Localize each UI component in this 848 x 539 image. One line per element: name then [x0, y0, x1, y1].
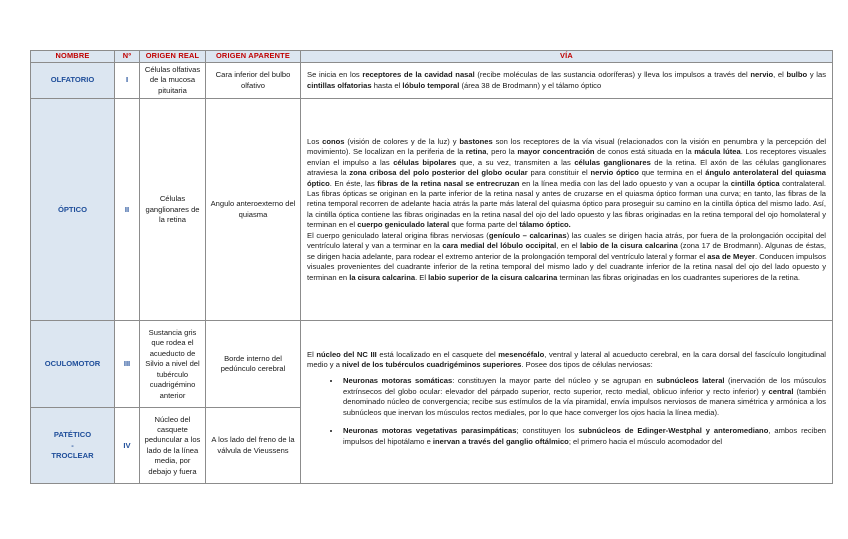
bold-text-run: Neuronas motoras vegetativas parasimpáticas	[343, 426, 517, 436]
text-run: (visión de colores y de la luz) y	[344, 136, 460, 146]
nerve-number: II	[115, 99, 140, 321]
text-run: El	[307, 349, 317, 359]
text-run: Los	[307, 136, 323, 146]
nerve-name-line: -	[71, 440, 74, 450]
origen-aparente-cell: Borde interno del pedúnculo cerebral	[206, 321, 301, 408]
text-run: , el	[773, 70, 787, 80]
via-paragraph	[307, 70, 826, 91]
text-run: de la retina. El axón de las células ganglionares atraviesa la	[307, 157, 827, 178]
bold-text-run: retina	[465, 147, 487, 157]
bold-text-run: mesencéfalo	[498, 349, 545, 359]
bold-text-run: Neuronas motoras somáticas	[343, 376, 453, 386]
text-run: , en el	[556, 241, 580, 251]
text-run: ; el primero hacia el músculo acomodador del	[568, 436, 723, 446]
bold-text-run: zona cribosa del polo posterior del globo ocular	[349, 168, 528, 178]
text-run: . Posee dos tipos de células nerviosas:	[521, 360, 653, 369]
table-row-olfatorio	[31, 63, 833, 99]
text-run: en la línea media con las del lado opuesto y van a ocupar la	[519, 178, 731, 188]
text-run: (zona 17 de Brodmann). Algunas de éstas, se dirigen hacia adelante, para rodear el extremo anterior de la prolongación temporal del ventrículo lateral y formar el	[307, 241, 827, 261]
nerve-name: OCULOMOTOR	[31, 321, 115, 408]
bold-text-run: asa de Meyer	[707, 251, 755, 261]
origen-real-cell: Células olfativas de la mucosa pituitaria	[140, 63, 206, 99]
origen-aparente-cell: Angulo anteroexterno del quiasma	[206, 99, 301, 321]
text-run: , ambos reciben impulsos del hipotálamo e	[343, 426, 827, 446]
bold-text-run: central	[768, 386, 794, 396]
bold-text-run: subnúcleos de Edinger-Westphal y anteromediano	[578, 426, 769, 436]
text-run: contralateral. Las fibras ópticas se originan en la parte inferior de la retina nasal y antes de cruzarse en el quiasma óptico forman una curva; en tanto, las fibras de la retina temporal recorren de adelante hacia atrás la parte más lateral del quiasma óptico para proseguir su camino en la cintilla óptica del mismo lado. Así, la cintilla óptica contiene las fibras originadas en la retina nasal del ojo del lado opuesto y las fibras originadas en la retina temporal del ojo homolateral y terminan en el	[307, 178, 827, 230]
origen-real-cell: Núcleo del casquete peduncular a los lado de la línea media, por debajo y fuera	[140, 408, 206, 484]
bold-text-run: labio de la cisura calcarina	[579, 241, 678, 251]
text-run: de conos está situada en la	[594, 147, 695, 157]
text-run: , ventral y lateral al acueducto cerebral, en la cara dorsal del fascículo longitudinal medio y a	[307, 349, 826, 369]
list-item	[341, 376, 826, 418]
text-run: El cuerpo geniculado lateral origina fibras nerviosas (	[307, 230, 489, 240]
bold-text-run: subnúcleos lateral	[656, 376, 725, 386]
via-paragraph	[307, 231, 826, 283]
bold-text-run: núcleo del NC III	[316, 349, 377, 359]
text-run: Se inicia en los	[307, 70, 363, 80]
bold-text-run: lóbulo temporal	[402, 80, 460, 90]
bold-text-run: mayor concentración	[517, 147, 595, 157]
bold-text-run: cintillas olfatorias	[307, 80, 372, 90]
header-numero: Nº	[115, 51, 140, 63]
table-row-oculomotor	[31, 321, 833, 408]
nerve-name-line: TROCLEAR	[51, 451, 94, 461]
text-run: : constituyen la mayor parte del núcleo y se agrupan en	[452, 376, 657, 386]
header-row	[31, 51, 833, 63]
bold-text-run: nervio	[750, 70, 774, 80]
header-origen-aparente: ORIGEN APARENTE	[206, 51, 301, 63]
text-run: que termina en el	[638, 168, 706, 178]
bold-text-run: cintilla óptica	[730, 178, 780, 188]
nerve-name: ÓPTICO	[31, 99, 115, 321]
text-run: . Los receptores visuales envían el impulso a las	[307, 147, 826, 167]
bold-text-run: genículo – calcarinas	[488, 230, 567, 240]
header-nombre: NOMBRE	[31, 51, 115, 63]
bold-text-run: ángulo anterolateral del quiasma óptico	[307, 168, 826, 188]
bold-text-run: labio superior de la cisura calcarina	[428, 272, 558, 282]
via-paragraph	[307, 137, 826, 231]
text-run: que forma parte del	[449, 220, 520, 230]
text-run: (también denominado núcleo de convergencia; recibe sus estímulos de la vía piramidal, envía impulsos nerviosos de manera simétrica y armónica a los subnúcleos que inervan los músculos rectos mediales, por lo que hace converger los ojos hacia la línea media).	[343, 386, 827, 417]
nerve-name	[31, 408, 115, 484]
text-run: . Conducen impulsos visuales provenientes del cuadrante inferior de la retina temporal del mismo lado y del cuadrante inferior de la retina nasal del ojo del lado opuesto y terminan en	[307, 251, 826, 282]
nerve-name: OLFATORIO	[31, 63, 115, 99]
text-run: hasta el	[371, 80, 403, 90]
text-run: para constituir el	[527, 168, 591, 178]
nerve-number: III	[115, 321, 140, 408]
text-run: . El	[415, 272, 429, 282]
bold-text-run: inervan a través del ganglio oftálmico	[432, 436, 569, 446]
table-row-optico	[31, 99, 833, 321]
text-run: (área 38 de Brodmann) y el tálamo óptico	[459, 80, 602, 90]
text-run: ; constituyen los	[516, 426, 579, 436]
nerve-number: IV	[115, 408, 140, 484]
bold-text-run: bulbo	[786, 70, 808, 80]
bold-text-run: nivel de los tubérculos cuadrigéminos superiores	[342, 360, 522, 369]
via-cell	[301, 321, 833, 484]
bold-text-run: mácula lútea	[694, 147, 741, 157]
bold-text-run: cara medial del lóbulo occipital	[442, 241, 557, 251]
origen-aparente-cell: A los lado del freno de la válvula de Vieussens	[206, 408, 301, 484]
cranial-nerves-table	[30, 50, 833, 484]
bold-text-run: la cisura calcarina	[349, 272, 416, 282]
bold-text-run: células bipolares	[393, 157, 457, 167]
via-cell	[301, 99, 833, 321]
bold-text-run: células ganglionares	[574, 157, 651, 167]
nerve-number: I	[115, 63, 140, 99]
bold-text-run: conos	[322, 136, 345, 146]
origen-aparente-cell: Cara inferior del bulbo olfativo	[206, 63, 301, 99]
header-origen-real: ORIGEN REAL	[140, 51, 206, 63]
header-via: VÍA	[301, 51, 833, 63]
via-cell	[301, 63, 833, 99]
via-paragraph	[307, 350, 826, 371]
bold-text-run: fibras de la retina nasal se entrecruzan	[377, 178, 520, 188]
bold-text-run: tálamo óptico.	[519, 220, 571, 230]
text-run: . En éste, las	[329, 178, 378, 188]
text-run: son los receptores de la vía visual (relacionados con la visión en penumbra y la percepción del movimiento). Se localizan en la periferia de la	[307, 136, 827, 157]
bold-text-run: nervio óptico	[590, 168, 639, 178]
text-run: (inervación de los músculos extrínsecos del globo ocular: elevador del párpado superior, recto superior, recto medial, oblicuo inferior y recto inferior) y	[343, 376, 826, 396]
bold-text-run: bastones	[459, 136, 493, 146]
list-item	[341, 426, 826, 447]
origen-real-cell: Células ganglionares de la retina	[140, 99, 206, 321]
nerve-name-line: PATÉTICO	[53, 430, 92, 440]
text-run: que, a su vez, transmiten a las	[456, 157, 575, 167]
text-run: está localizado en el casquete del	[376, 349, 499, 359]
text-run: ) las cuales se dirigen hacia atrás, por fuera de la prolongación occipital del ventrículo lateral y van a terminar en la	[307, 230, 826, 251]
text-run: y las	[807, 70, 827, 80]
bold-text-run: receptores de la cavidad nasal	[362, 70, 475, 80]
text-run: (recibe moléculas de las sustancia odoríferas) y lleva los impulsos a través del	[474, 70, 751, 80]
cranial-nerves-table-wrapper	[30, 50, 832, 484]
text-run: , pero la	[486, 147, 518, 157]
neuron-types-list	[307, 376, 826, 447]
bold-text-run: cuerpo geniculado lateral	[357, 220, 450, 230]
text-run: terminan las fibras originadas en los cuadrantes superiores de la retina.	[557, 272, 801, 282]
origen-real-cell: Sustancia gris que rodea el acueducto de Silvio a nivel del tubérculo cuadrigémino anterior	[140, 321, 206, 408]
